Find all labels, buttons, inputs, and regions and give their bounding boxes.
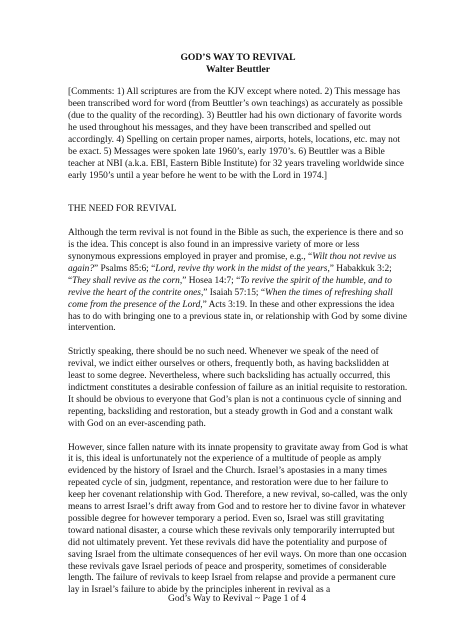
paragraph-3: However, since fallen nature with its innate propensity to gravitate away from God is what it is, this ideal is unfortunately not the experience of a multitude of people as amply evidenced by the history of Israel and the Church. Israel’s apostasies in a many times repeated cycle of sin, judgment, repentance, and restoration were due to her failure to keep her covenant relationship with God. Therefore, a new revival, so-called, was the only means to arrest Israel’s drift away from God and to restore her to divine favor in whatever possible degree for however temporary a period. Even so, Israel was still gravitating toward national disaster, a course which these revivals only temporarily interrupted but did not ultimately prevent. Yet these revivals did have the potentiality and purpose of saving Israel from the ultimate consequences of her evil ways. On more than one occasion these revivals gave Israel periods of peace and prosperity, sometimes of considerable length. The failure of revivals to keep Israel from relapse and provide a permanent cure lay in Israel’s failure to abide by the principles inherent in revival as a <box>68 442 408 596</box>
comments-paragraph: [Comments: 1) All scriptures are from the KJV except where noted. 2) This message has been transcribed word for word (from Beuttler’s own teachings) as accurately as possible (due to the quality of the recording). 3) Beuttler had his own dictionary of favorite words he used throughout his messages, and they have been transcribed and spelled out accordingly. 4) Spelling on certain proper names, airports, hotels, locations, etc. may not be exact. 5) Messages were spoken late 1960’s, early 1970’s. 6) Beuttler was a Bible teacher at NBI (a.k.a. EBI, Eastern Bible Institute) for 32 years traveling worldwide since early 1950’s until a year before he went to be with the Lord in 1974.] <box>68 87 405 181</box>
section-heading: THE NEED FOR REVIVAL <box>68 204 177 215</box>
scripture-quote: They shall revive as the corn <box>72 275 180 286</box>
scripture-quote: To revive the spirit of the humble, and to revive the heart of the contrite ones <box>68 275 392 298</box>
scripture-quote: Wilt thou not revive us again? <box>68 252 397 274</box>
document-title: GOD’S WAY TO REVIVAL <box>180 52 296 63</box>
paragraph-1 <box>68 228 408 335</box>
paragraph-2: Strictly speaking, there should be no such need. Whenever we speak of the need of revival, we indict either ourselves or others, frequently both, as having backslidden at least to some degree. Nevertheless, where such backsliding has actually occurred, this indictment constitutes a desirable confession of failure as an initial requisite to restoration. It should be obvious to everyone that God’s plan is not a continuous cycle of sinning and repenting, backsliding and restoration, but a steady growth in God and a constant walk with God on an ever-ascending path. <box>68 347 408 429</box>
document-page <box>68 52 408 609</box>
scripture-quote: Lord, revive thy work in the midst of the years <box>155 263 328 274</box>
paragraph-1-text: ” Psalms 85:6; “ <box>94 263 156 274</box>
paragraph-1-text: ,” Isaiah 57:15; “ <box>200 287 265 298</box>
page-footer: God’s Way to Revival ~ Page 1 of 4 <box>167 593 306 604</box>
paragraph-1-text: Although the term revival is not found in the Bible as such, the experience is there and so is the idea. This concept is also found in an impressive variety of more or less synonymous expressions employed in prayer and promise, e.g., “ <box>68 228 404 263</box>
document-author: Walter Beuttler <box>205 63 271 75</box>
paragraph-1-text: ,” Acts 3:19. In these and other expressions the idea has to do with bringing one to a previous state in, or relationship with God by some divine intervention. <box>68 299 408 334</box>
paragraph-1-text: ,” Habakkuk 3:2; “ <box>68 263 392 286</box>
scripture-quote: When the times of refreshing shall come from the presence of the Lord <box>68 287 393 310</box>
paragraph-1-text: ,” Hosea 14:7; “ <box>179 275 241 286</box>
